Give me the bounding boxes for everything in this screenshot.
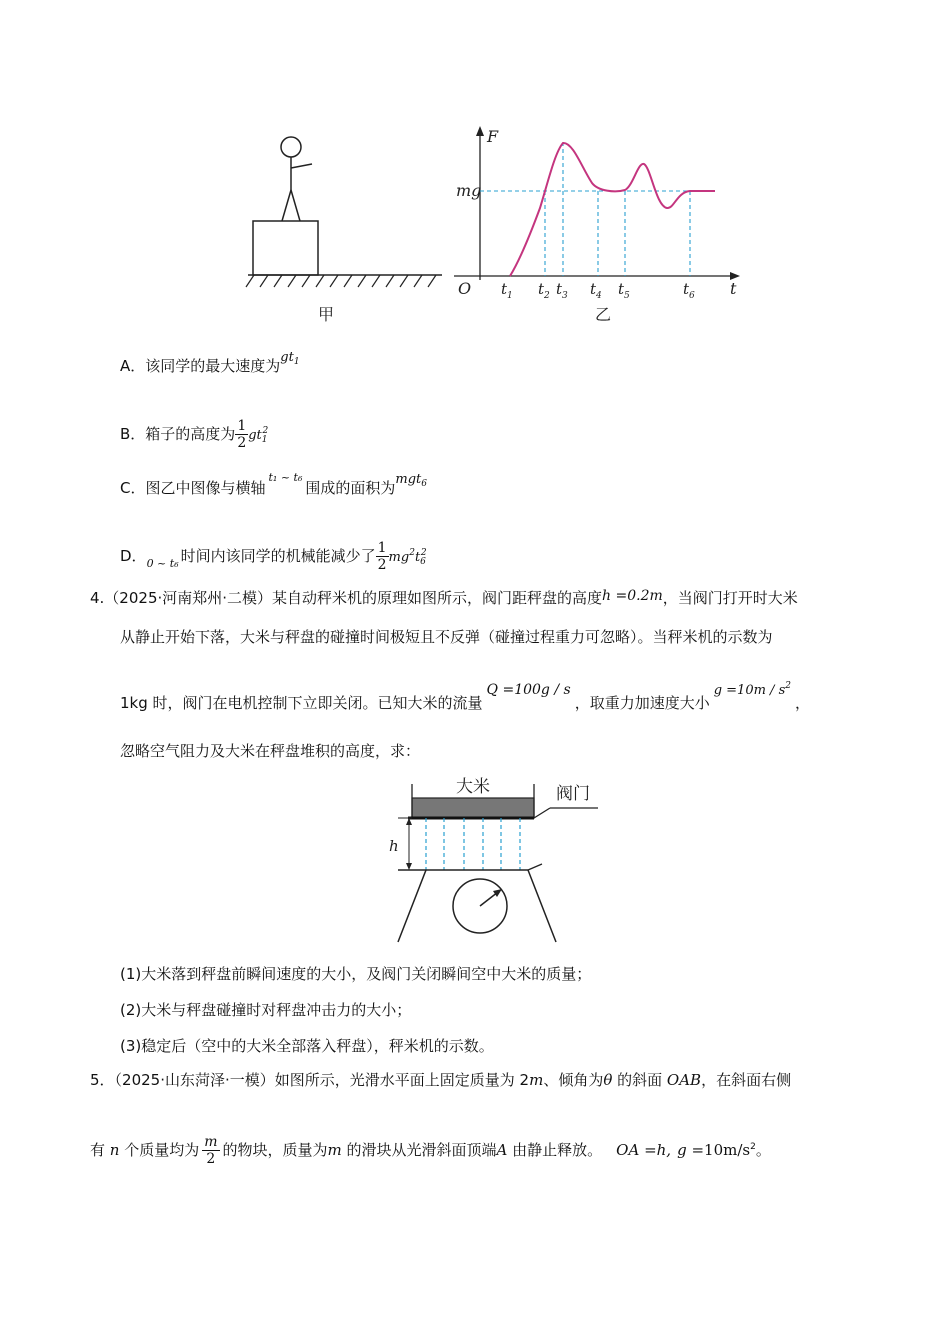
option-c-text2: 围成的面积为 — [305, 479, 396, 497]
q4-line-2: 从静止开始下落，大米与秤盘的碰撞时间极短且不反弹（碰撞过程重力可忽略）。当秤米机的示数为 — [120, 628, 773, 646]
q5-line-2: 有 n 个质量均为 $\frac{m}{2}$ 的物块，质量为m 的滑块从光滑斜面顶端A 由静止释放。 OA =h, $g =10m/s^2$。 — [90, 1134, 771, 1167]
rice-fig-h: h — [389, 837, 399, 855]
figure-rice-weighing-machine — [380, 770, 610, 950]
axis-label-f: F — [487, 127, 499, 146]
tick-t2: $t_2$ — [538, 280, 550, 301]
option-a-label: A． — [120, 357, 146, 375]
option-d-label: D． — [120, 547, 147, 565]
q4-sub-2: (2)大米与秤盘碰撞时对秤盘冲击力的大小； — [120, 1001, 412, 1019]
q4-sub-3: (3)稳定后（空中的大米全部落入秤盘），秤米机的示数。 — [120, 1037, 494, 1055]
option-c-text1: 图乙中图像与横轴 — [145, 479, 266, 497]
axis-label-t: t — [730, 279, 737, 298]
q4-line-4: 忽略空气阻力及大米在秤盘堆积的高度，求： — [120, 742, 421, 760]
tick-t5: $t_5$ — [618, 280, 630, 301]
q4-line-3: 1kg 时，阀门在电机控制下立即关闭。已知大米的流量Q =100g / s，取重力加速度大小$g =10m / s^2$， — [120, 681, 810, 712]
option-b-text: 箱子的高度为 — [145, 425, 236, 443]
rice-fig-label-rice: 大米 — [456, 777, 490, 797]
option-d-range: 0 ~ t₆ — [146, 557, 179, 570]
option-c-label: C． — [120, 479, 146, 497]
tick-t6: $t_6$ — [683, 280, 695, 301]
caption-jia: 甲 — [318, 305, 335, 324]
q4-q-formula: Q =100g / s — [486, 682, 571, 698]
figure-force-time-graph — [454, 126, 740, 301]
option-d-formula: mg — [388, 550, 410, 565]
option-d: D．$_{0 \sim t_6}$ 时间内该同学的机械能减少了 $\frac{1}{2}$ $mg^2t_6^2$ — [120, 540, 427, 573]
option-a-text: 该同学的最大速度为 — [145, 357, 281, 375]
q5-oa-formula: OA =h, — [616, 1141, 672, 1159]
q4-h-formula: h =0.2m — [602, 588, 663, 604]
option-d-fraction: $\frac{1}{2}$ — [377, 540, 387, 573]
option-c: C．图乙中图像与横轴$^{t_1 \sim t_6}$围成的面积为mgt$_6$ — [120, 471, 427, 497]
option-b: B．箱子的高度为 $\frac{1}{2}$ $gt_1^2$ — [120, 418, 269, 451]
q4-g-formula: $g =10m / s^2$ — [713, 681, 791, 698]
figure-person-on-box — [246, 137, 442, 287]
figure-person-box-and-force-graph — [230, 120, 760, 330]
option-c-range: t₁ ~ t₆ — [268, 471, 303, 484]
q5-line-1: 5．（2025·山东菏泽·一模）如图所示，光滑水平面上固定质量为 2m、倾角为θ 的斜面 OAB，在斜面右侧 — [90, 1071, 792, 1089]
tick-t1: $t_1$ — [501, 280, 513, 301]
q4-line-1: 4.（2025·河南郑州·二模）某自动秤米机的原理如图所示，阀门距秤盘的高度h =0.2m，当阀门打开时大米 — [90, 588, 798, 607]
option-d-text: 时间内该同学的机械能减少了 — [180, 547, 376, 565]
option-a-formula: gt — [280, 350, 294, 365]
option-a: A．该同学的最大速度为$gt_1$ — [120, 350, 300, 375]
q5-fraction: $\frac{m}{2}$ — [204, 1134, 218, 1167]
option-b-formula: gt — [248, 428, 262, 443]
origin-label: O — [458, 279, 472, 298]
option-b-label: B． — [120, 425, 146, 443]
mg-label: mg — [456, 181, 482, 200]
tick-t3: $t_3$ — [556, 280, 568, 301]
q4-sub-1: (1)大米落到秤盘前瞬间速度的大小，及阀门关闭瞬间空中大米的质量； — [120, 965, 592, 983]
option-c-formula: mgt — [395, 472, 422, 487]
tick-t4: $t_4$ — [590, 280, 602, 301]
caption-yi: 乙 — [595, 305, 612, 324]
rice-fig-label-valve: 阀门 — [556, 784, 590, 804]
option-b-fraction: $\frac{1}{2}$ — [237, 418, 247, 451]
